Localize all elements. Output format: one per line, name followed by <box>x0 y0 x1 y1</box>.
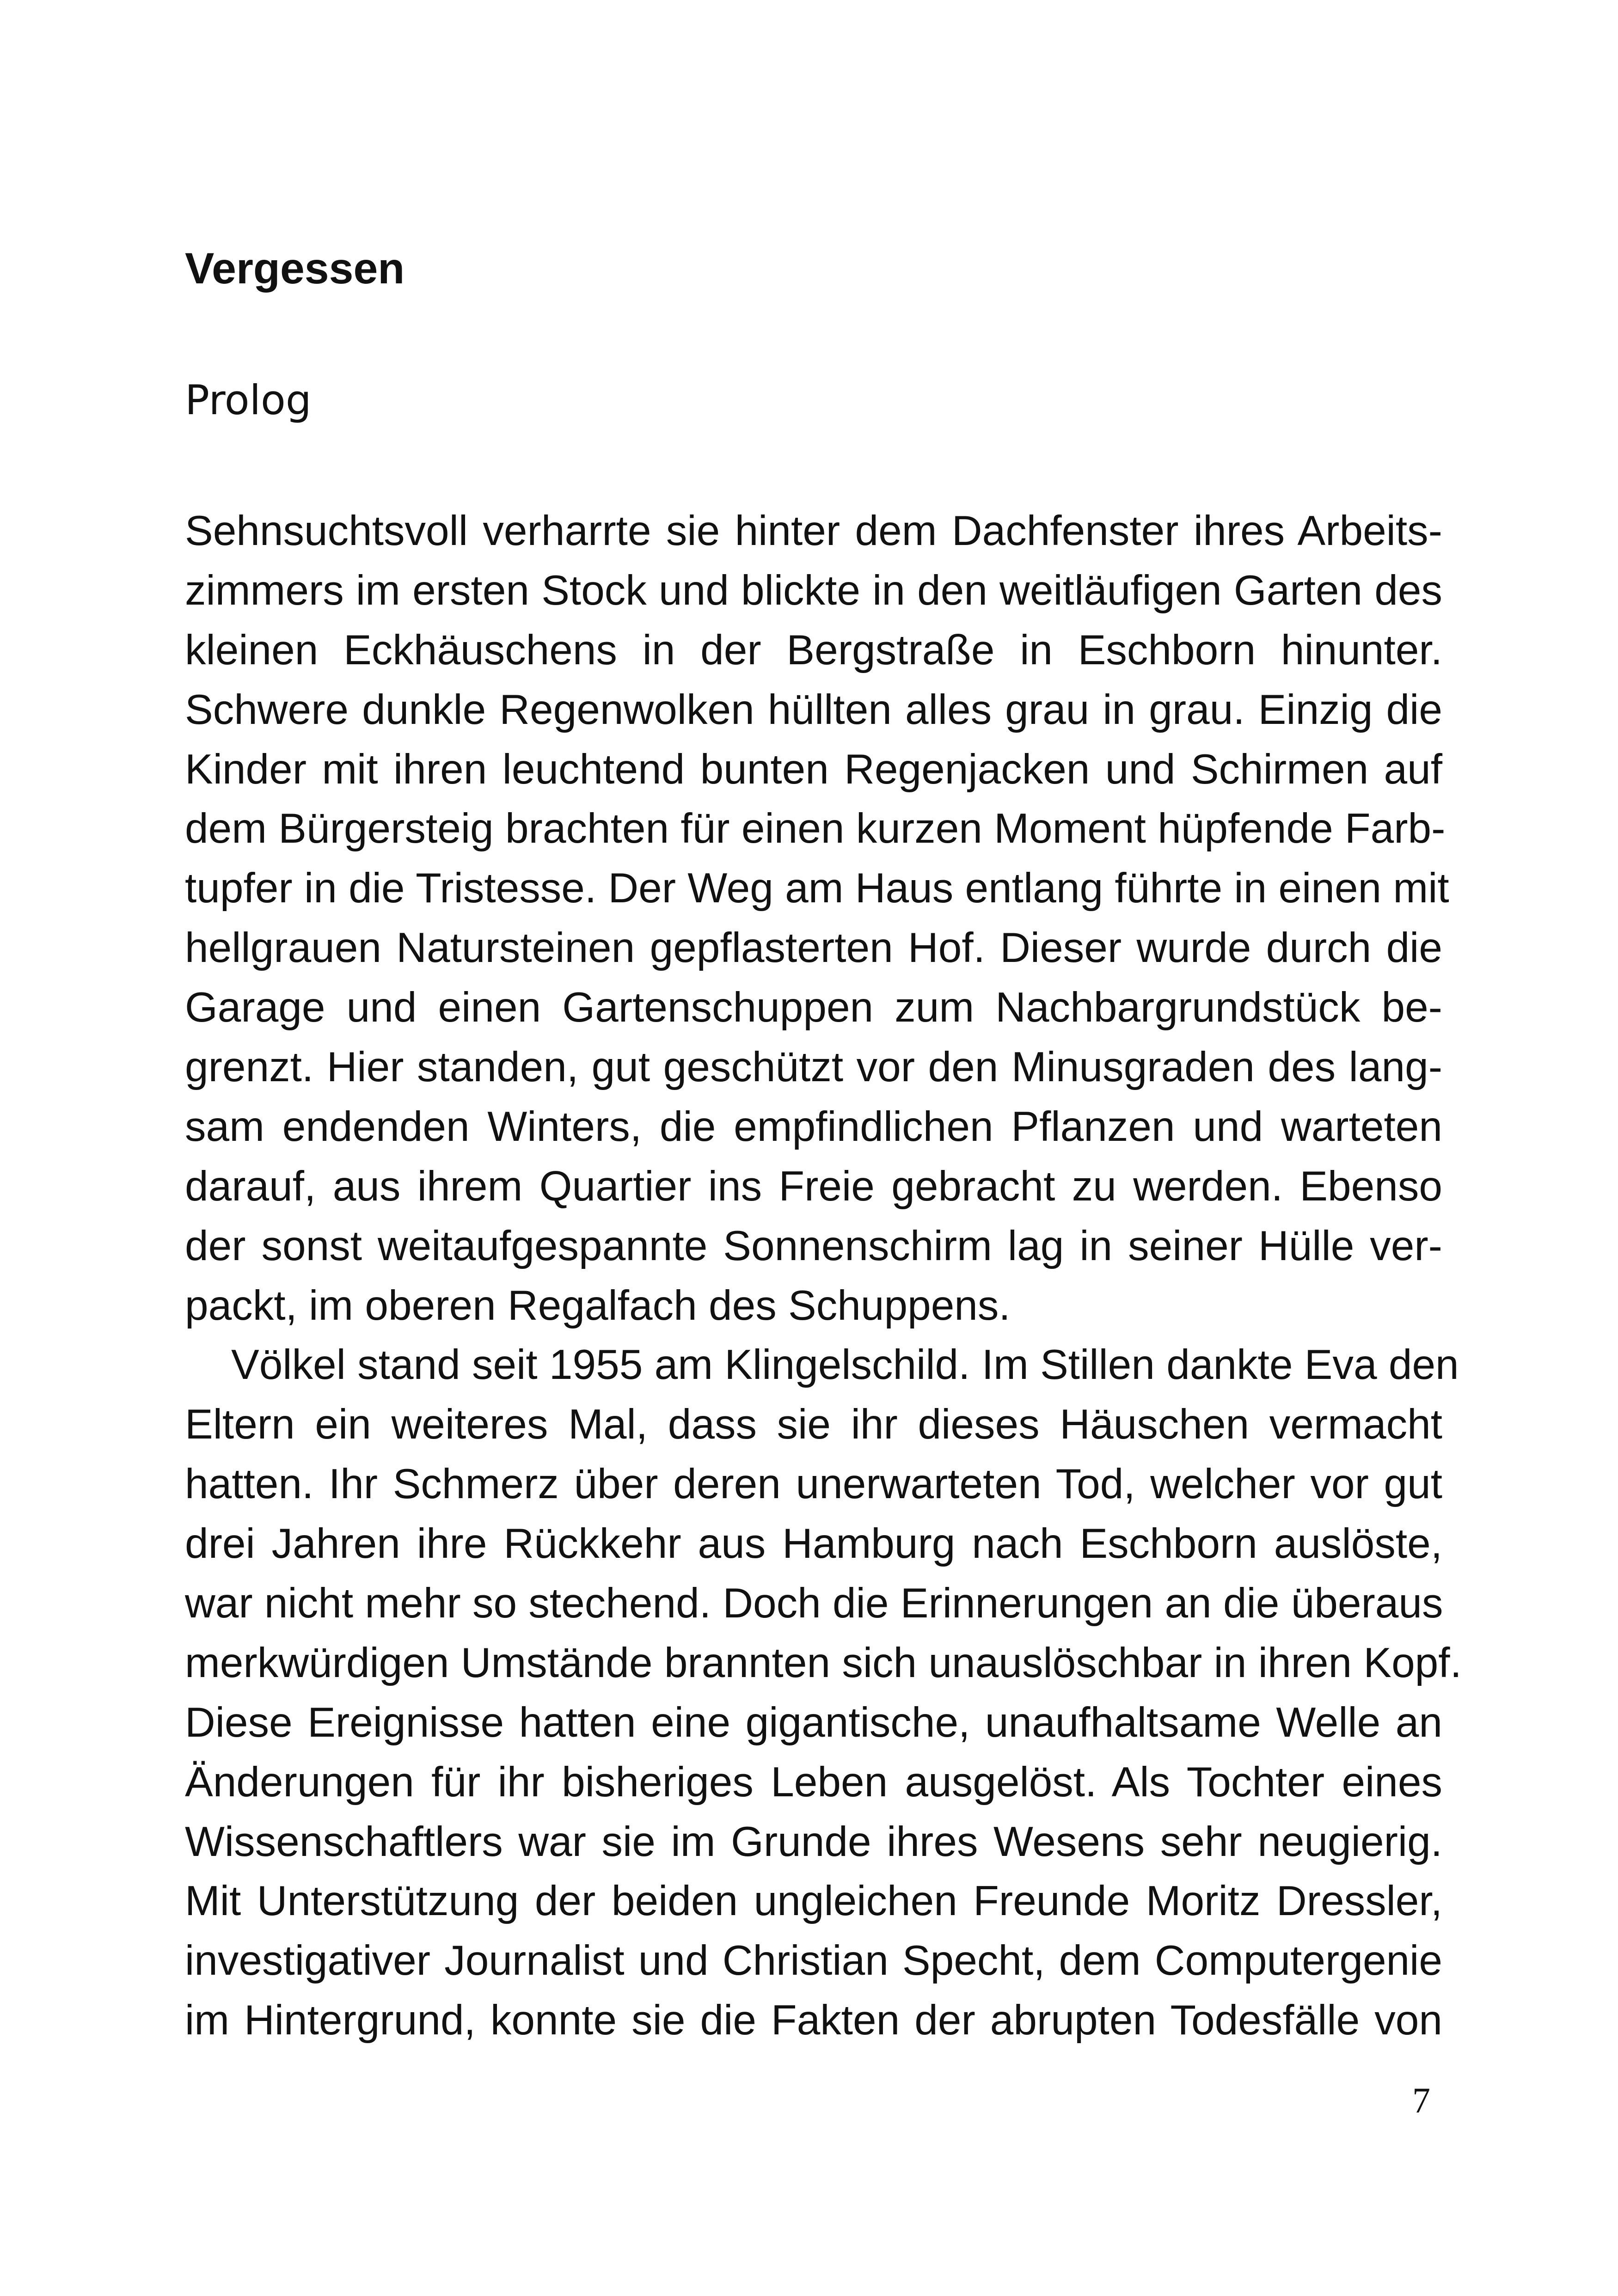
text-line: Eltern ein weiteres Mal, dass sie ihr dieses Häuschen vermacht <box>185 1401 1442 1448</box>
text-line: zimmers im ersten Stock und blickte in den weitläufigen Garten des <box>185 567 1442 614</box>
text-line: Wissenschaftlers war sie im Grunde ihres Wesens sehr neugierig. <box>185 1818 1442 1865</box>
text-line: hatten. Ihr Schmerz über deren unerwarteten Tod, welcher vor gut <box>185 1461 1442 1508</box>
text-line: Schwere dunkle Regenwolken hüllten alles grau in grau. Einzig die <box>185 686 1442 733</box>
text-line: der sonst weitaufgespannte Sonnenschirm lag in seiner Hülle ver- <box>185 1222 1442 1269</box>
text-line: tupfer in die Tristesse. Der Weg am Haus entlang führte in einen mit <box>185 865 1449 912</box>
section-title: Prolog <box>185 376 312 424</box>
text-line: drei Jahren ihre Rückkehr aus Hamburg nach Eschborn auslöste, <box>185 1520 1442 1567</box>
text-line: Völkel stand seit 1955 am Klingelschild. Im Stillen dankte Eva den <box>231 1341 1459 1389</box>
paragraph <box>185 502 1449 1335</box>
text-line: hellgrauen Natursteinen gepflasterten Hof. Dieser wurde durch die <box>185 925 1442 972</box>
text-line: Mit Unterstützung der beiden ungleichen Freunde Moritz Dressler, <box>185 1878 1442 1925</box>
text-line: Garage und einen Gartenschuppen zum Nachbargrundstück be- <box>185 984 1442 1031</box>
text-line: Diese Ereignisse hatten eine gigantische, unaufhaltsame Welle an <box>185 1699 1442 1746</box>
text-line: grenzt. Hier standen, gut geschützt vor den Minusgraden des lang- <box>185 1044 1442 1091</box>
text-line: dem Bürgersteig brachten für einen kurzen Moment hüpfende Farb- <box>185 805 1446 852</box>
paragraph <box>185 1335 1462 2051</box>
text-line: packt, im oberen Regalfach des Schuppens. <box>185 1282 1011 1329</box>
text-line: darauf, aus ihrem Quartier ins Freie gebracht zu werden. Ebenso <box>185 1163 1442 1210</box>
text-line: war nicht mehr so stechend. Doch die Erinnerungen an die überaus <box>185 1580 1443 1627</box>
body-text <box>185 502 1462 2051</box>
text-line: im Hintergrund, konnte sie die Fakten der abrupten Todesfälle von <box>185 1997 1442 2044</box>
text-line: merkwürdigen Umstände brannten sich unauslöschbar in ihren Kopf. <box>185 1639 1462 1686</box>
text-line: kleinen Eckhäuschens in der Bergstraße in Eschborn hinunter. <box>185 626 1442 673</box>
text-line: investigativer Journalist und Christian Specht, dem Computergenie <box>185 1937 1442 1984</box>
page-number: 7 <box>1412 2080 1430 2120</box>
text-line: Änderungen für ihr bisheriges Leben ausgelöst. Als Tochter eines <box>185 1758 1442 1806</box>
text-line: Kinder mit ihren leuchtend bunten Regenjacken und Schirmen auf <box>185 746 1442 793</box>
text-line: Sehnsuchtsvoll verharrte sie hinter dem Dachfenster ihres Arbeits- <box>185 508 1442 554</box>
text-line: sam endenden Winters, die empfindlichen Pflanzen und warteten <box>185 1103 1442 1150</box>
chapter-title: Vergessen <box>185 244 405 293</box>
